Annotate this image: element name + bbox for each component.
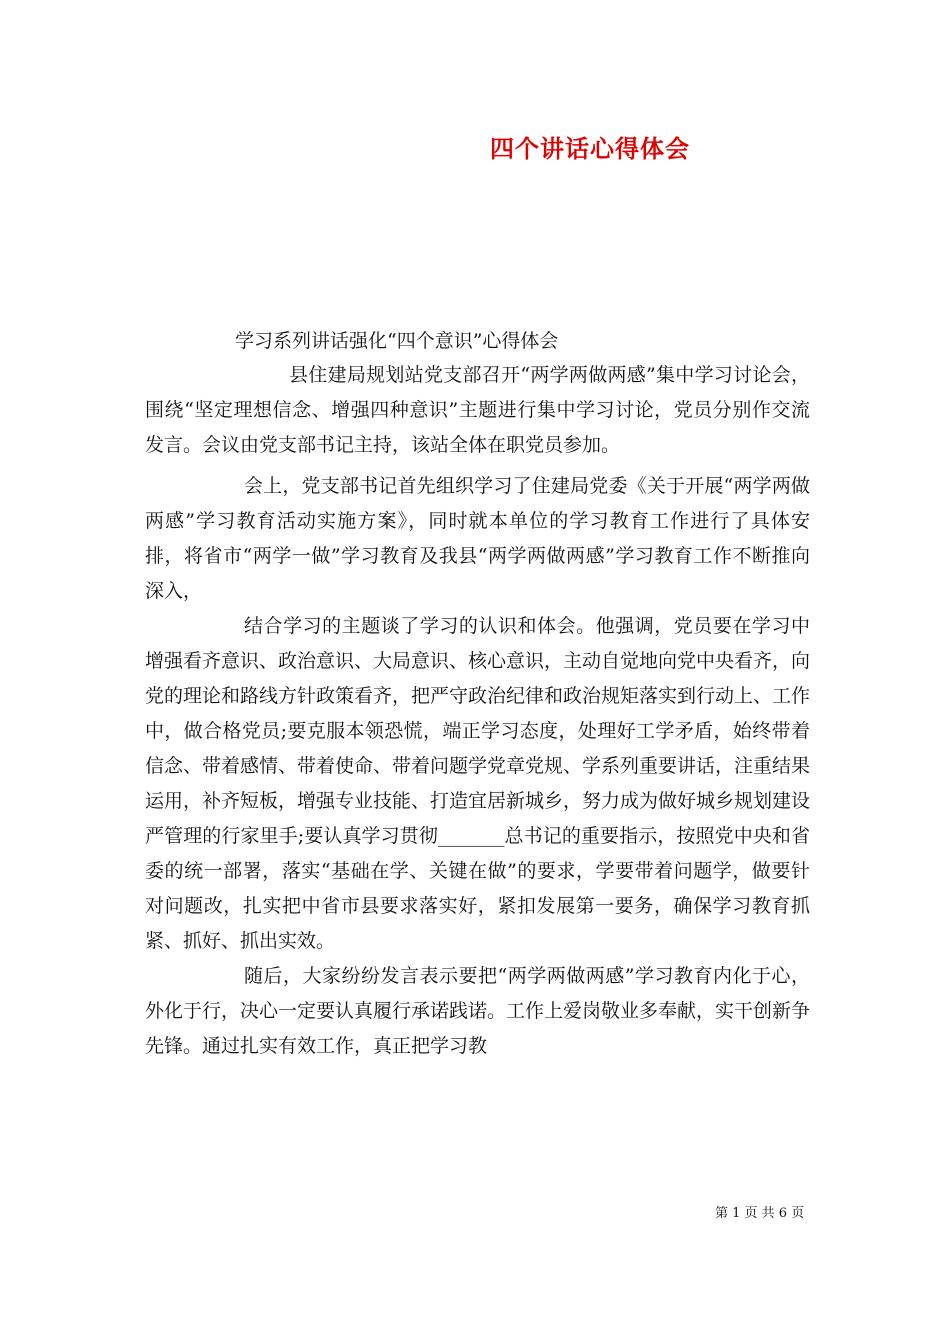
document-title: 四个讲话心得体会 [490, 134, 690, 163]
document-subtitle: 学习系列讲话强化“四个意识”心得体会 [235, 330, 559, 352]
paragraph-4: 随后，大家纷纷发言表示要把“两学两做两感”学习教育内化于心，外化于行，决心一定要认真履行承诺践诺。工作上爱岗敬业多奉献，实干创新争先锋。通过扎实有效工作，真正把学习教 [145, 965, 811, 1057]
paragraph-3: 结合学习的主题谈了学习的认识和体会。他强调，党员要在学习中增强看齐意识、政治意识、大局意识、核心意识，主动自觉地向党中央看齐，向党的理论和路线方针政策看齐，把严守政治纪律和政治规矩落实到行动上、工作中，做合格党员;要克服本领恐慌，端正学习态度，处理好工学矛盾，始终带着信念、带着感情、带着使命、带着问题学党章党规、学系列重要讲话，注重结果运用，补齐短板，增强专业技能、打造宜居新城乡，努力成为做好城乡规划建设严管理的行家里手;要认真学习贯彻_______总书记的重要指示，按照党中央和省委的统一部署，落实“基础在学、关键在做”的要求，学要带着问题学，做要针对问题改，扎实把中省市县要求落实好，紧扣发展第一要务，确保学习教育抓紧、抓好、抓出实效。 [145, 615, 811, 952]
page-number-footer: 第 1 页 共 6 页 [715, 1206, 805, 1221]
document-body [145, 324, 810, 1064]
paragraph-2: 会上，党支部书记首先组织学习了住建局党委《关于开展“两学两做两感”学习教育活动实施方案》，同时就本单位的学习教育工作进行了具体安排，将省市“两学一做”学习教育及我县“两学两做两感”学习教育工作不断推向深入， [145, 475, 810, 602]
paragraph-1: 县住建局规划站党支部召开“两学两做两感”集中学习讨论会，围绕“坚定理想信念、增强四种意识”主题进行集中学习讨论，党员分别作交流发言。会议由党支部书记主持，该站全体在职党员参加。 [145, 364, 810, 456]
